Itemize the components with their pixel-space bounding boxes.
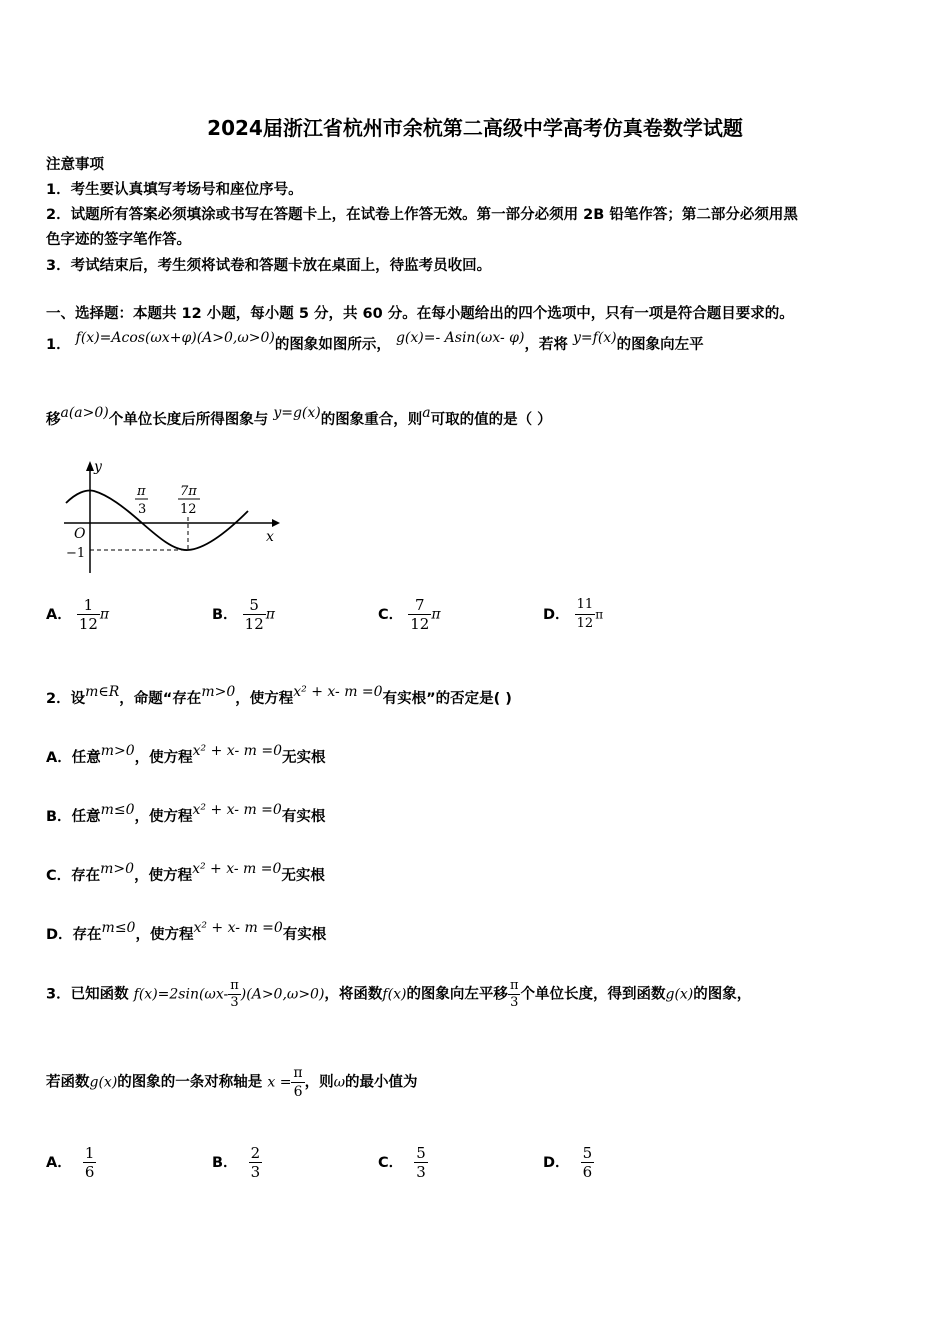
q3-text-1: ，将函数 xyxy=(324,986,383,1003)
option-label: B． xyxy=(46,809,72,825)
option-text: ，使方程 xyxy=(135,927,194,943)
option-result: 无实根 xyxy=(282,750,326,766)
frac-den: 12 xyxy=(576,616,594,631)
q2-text-3: 有实根”的否定是( ) xyxy=(382,691,512,707)
q1-number: 1． xyxy=(46,337,71,353)
q3-text-5: 若函数 xyxy=(46,1074,90,1091)
option-label: A． xyxy=(46,1155,72,1171)
section-heading: 一、选择题：本题共 12 小题，每小题 5 分，共 60 分。在每小题给出的四个选项中，只有一项是符合题目要求的。 xyxy=(46,306,794,322)
q3-gx: g(x) xyxy=(665,986,694,1003)
option-text: ，使方程 xyxy=(134,809,193,825)
option-quantifier: 任意 xyxy=(71,809,101,825)
option-quantifier: 存在 xyxy=(72,927,102,943)
option-condition: m≤0 xyxy=(101,920,136,936)
q1-function-graph xyxy=(44,455,284,585)
frac-den: 6 xyxy=(582,1163,593,1181)
tick1-num: π xyxy=(137,484,146,499)
q3-text-6: 的图象的一条对称轴是 xyxy=(117,1074,263,1091)
q2-option-b[interactable] xyxy=(46,802,325,826)
q3-axis-num: π xyxy=(293,1065,303,1081)
frac-num: 11 xyxy=(575,596,596,615)
q1-f-formula: f(x)=Acos(ωx+φ)(A>0,ω>0) xyxy=(75,330,275,346)
question-3-line1 xyxy=(46,978,751,1011)
q3-gx-2: g(x) xyxy=(89,1074,118,1091)
question-1-line2 xyxy=(46,405,552,429)
notice-heading: 注意事项 xyxy=(46,157,104,173)
option-condition: m>0 xyxy=(100,743,135,759)
option-label: C． xyxy=(378,1155,404,1171)
q3-text-8: 的最小值为 xyxy=(345,1074,418,1091)
q3-text-7: ，则 xyxy=(304,1074,334,1091)
page-title: 2024届浙江省杭州市余杭第二高级中学高考仿真卷数学试题 xyxy=(207,116,743,140)
option-label: A． xyxy=(46,750,72,766)
q3-f-frac-den: 3 xyxy=(230,995,239,1010)
option-label: B． xyxy=(212,1155,238,1171)
frac-num: 5 xyxy=(582,1144,593,1162)
tick2-den: 12 xyxy=(180,502,197,517)
q2-text-2: ，使方程 xyxy=(235,691,294,707)
frac-num: 1 xyxy=(77,596,100,615)
q3-shift-den: 3 xyxy=(510,995,519,1010)
option-condition: m≤0 xyxy=(100,802,135,818)
q2-m-cond: m>0 xyxy=(201,684,236,700)
q3-option-b[interactable] xyxy=(212,1144,262,1181)
tick1-den: 3 xyxy=(138,502,147,517)
q1-text-7: 可取的值的是（ ） xyxy=(430,412,552,428)
question-2 xyxy=(46,684,512,708)
q1-option-b[interactable] xyxy=(212,596,275,633)
option-equation: x² + x- m =0 xyxy=(192,802,282,818)
q1-yg-formula: y=g(x) xyxy=(273,405,321,421)
q2-option-d[interactable] xyxy=(46,920,326,944)
notice-item-1: 1．考生要认真填写考场号和座位序号。 xyxy=(46,182,303,198)
option-result: 有实根 xyxy=(281,809,326,825)
option-result: 有实根 xyxy=(282,927,327,943)
q1-a-formula: a(a>0) xyxy=(60,405,109,421)
q3-x-eq: x = xyxy=(267,1074,292,1091)
q3-fx: f(x) xyxy=(382,986,407,1003)
q3-number: 3．已知函数 xyxy=(46,986,129,1003)
option-quantifier: 存在 xyxy=(71,868,101,884)
q1-text-2: ，若将 xyxy=(524,337,568,353)
x-label: x xyxy=(266,529,274,545)
option-label: B． xyxy=(212,607,238,623)
option-result: 无实根 xyxy=(281,868,325,884)
q3-option-d[interactable] xyxy=(543,1144,594,1181)
option-text: ，使方程 xyxy=(134,868,193,884)
q3-omega: ω xyxy=(333,1074,346,1091)
q3-text-4: 的图象， xyxy=(693,986,752,1003)
q2-option-c[interactable] xyxy=(46,861,325,885)
option-equation: x² + x- m =0 xyxy=(192,743,282,759)
q1-option-a[interactable] xyxy=(46,596,109,633)
q1-a-var: a xyxy=(422,405,431,421)
q3-text-2: 的图象向左平移 xyxy=(406,986,508,1003)
q2-equation: x² + x- m =0 xyxy=(293,684,383,700)
pi-symbol: π xyxy=(265,606,275,623)
frac-den: 3 xyxy=(250,1163,261,1181)
option-label: D． xyxy=(543,1155,570,1171)
option-text: ，使方程 xyxy=(134,750,193,766)
tick2-num: 7π xyxy=(180,484,197,499)
frac-den: 12 xyxy=(78,615,98,633)
option-label: A． xyxy=(46,607,72,623)
q3-text-3: 个单位长度，得到函数 xyxy=(520,986,666,1003)
x-axis-arrow xyxy=(272,519,280,527)
q3-option-c[interactable] xyxy=(378,1144,428,1181)
q1-text-3: 的图象向左平 xyxy=(616,337,704,353)
y-axis-arrow xyxy=(86,461,94,471)
notice-item-2-cont: 色字迹的签字笔作答。 xyxy=(46,232,191,248)
question-1-line1 xyxy=(46,330,704,354)
cosine-curve xyxy=(66,491,248,551)
notice-item-2: 2．试题所有答案必须填涂或书写在答题卡上，在试卷上作答无效。第一部分必须用 2B 铅笔作答；第二部分必须用黑 xyxy=(46,207,798,223)
option-label: D． xyxy=(46,927,73,943)
q2-text-1: ，命题“存在 xyxy=(119,691,202,707)
frac-num: 7 xyxy=(408,596,431,615)
frac-num: 5 xyxy=(416,1144,426,1162)
q3-f-formula-end: )(A>0,ω>0) xyxy=(240,986,325,1003)
q1-text-5: 个单位长度后所得图象与 xyxy=(108,412,269,428)
question-3-line2 xyxy=(46,1064,418,1101)
q3-f-formula-start: f(x)=2sin(ωx- xyxy=(133,986,229,1003)
frac-den: 6 xyxy=(84,1163,95,1181)
q1-text-4: 移 xyxy=(46,412,61,428)
q3-option-a[interactable] xyxy=(46,1144,96,1181)
q1-text-1: 的图象如图所示， xyxy=(274,337,391,353)
q1-g-formula: g(x)=- Asin(ωx- φ) xyxy=(395,330,525,346)
q2-m-in-r: m∈R xyxy=(85,684,120,700)
q1-text-6: 的图象重合，则 xyxy=(320,412,423,428)
minus-one-label: −1 xyxy=(66,546,86,561)
option-label: D． xyxy=(543,607,570,623)
frac-num: 1 xyxy=(84,1144,95,1162)
option-equation: x² + x- m =0 xyxy=(192,861,282,877)
pi-symbol: π xyxy=(431,606,441,623)
q1-option-c[interactable] xyxy=(378,596,441,633)
origin-label: O xyxy=(74,526,86,542)
q3-f-frac-num: π xyxy=(230,978,239,993)
q1-option-d[interactable] xyxy=(543,596,603,633)
frac-num: 5 xyxy=(243,596,266,615)
option-label: C． xyxy=(46,868,72,884)
y-label: y xyxy=(94,459,102,475)
pi-symbol: π xyxy=(595,607,604,622)
frac-den: 12 xyxy=(244,615,264,633)
notice-item-3: 3．考试结束后，考生须将试卷和答题卡放在桌面上，待监考员收回。 xyxy=(46,258,492,274)
option-quantifier: 任意 xyxy=(71,750,101,766)
q3-shift-num: π xyxy=(509,978,519,993)
option-condition: m>0 xyxy=(100,861,135,877)
q1-yf-formula: y=f(x) xyxy=(573,330,617,346)
pi-symbol: π xyxy=(99,606,110,623)
q2-option-a[interactable] xyxy=(46,743,326,767)
frac-num: 2 xyxy=(250,1144,261,1162)
frac-den: 3 xyxy=(416,1163,426,1181)
frac-den: 12 xyxy=(410,615,430,633)
option-equation: x² + x- m =0 xyxy=(193,920,283,936)
option-label: C． xyxy=(378,607,404,623)
q2-number: 2．设 xyxy=(46,691,86,707)
q3-axis-den: 6 xyxy=(293,1084,303,1100)
